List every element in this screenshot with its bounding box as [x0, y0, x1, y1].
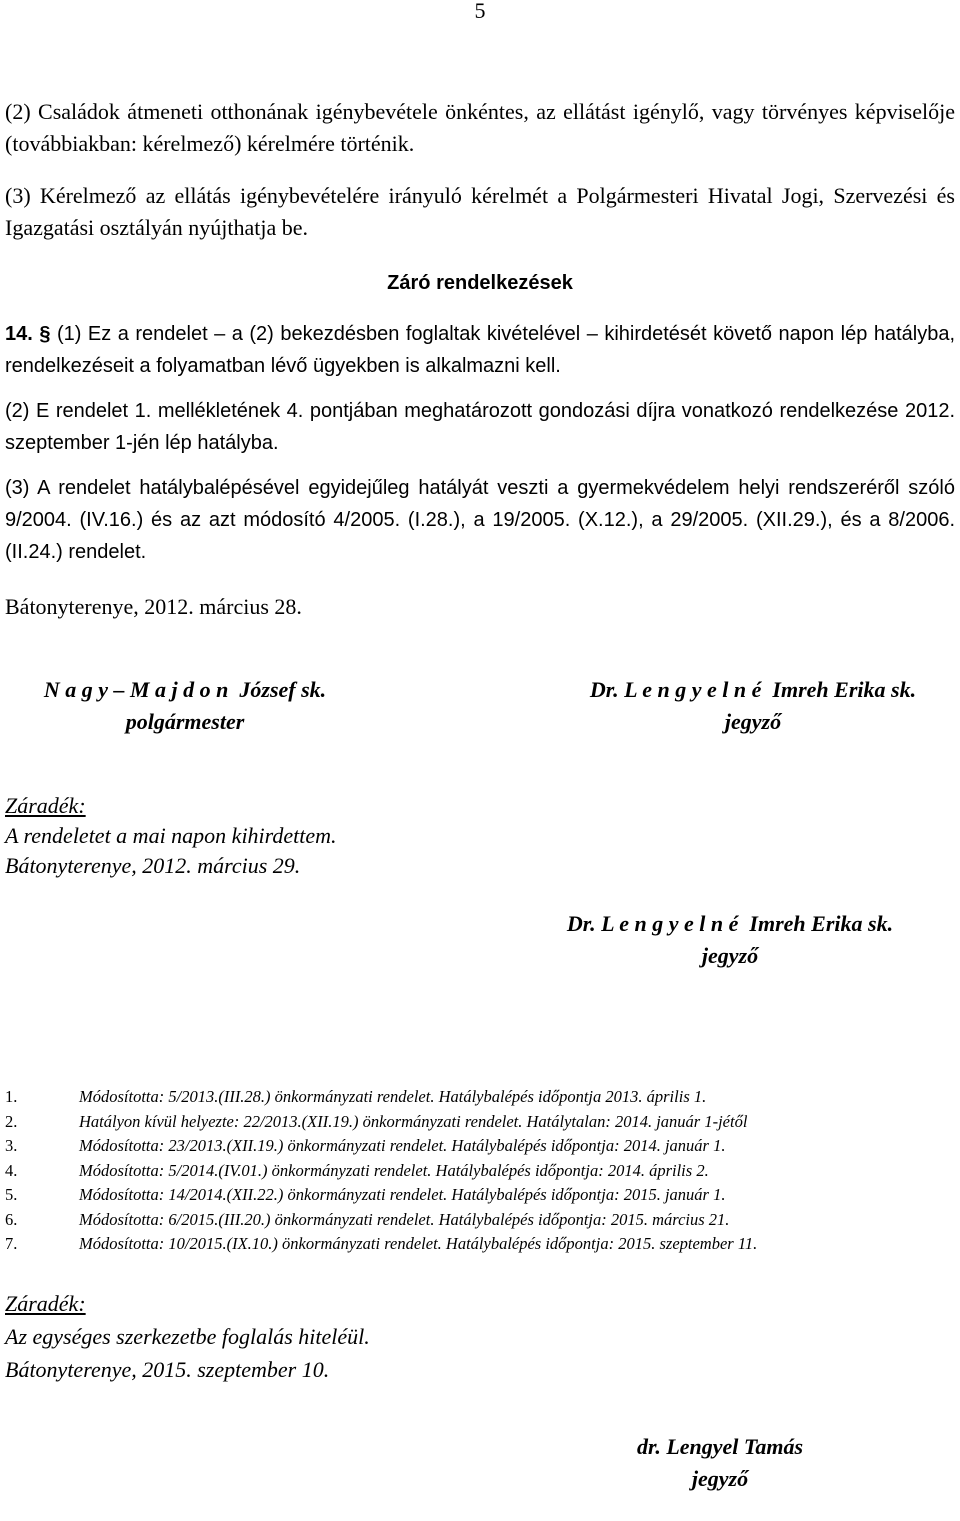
list-item-text: Módosította: 14/2014.(XII.22.) önkormányzati rendelet. Hatálybalépés időpontja: 2015. január 1.: [79, 1185, 726, 1204]
list-item: [5, 1159, 955, 1184]
list-item-number: 7.: [5, 1234, 18, 1253]
clause-2: [5, 1287, 955, 1386]
signature-mayor-title: polgármester: [125, 709, 245, 734]
section-number: 14.: [5, 323, 33, 345]
list-item-text: Módosította: 10/2015.(IX.10.) önkormányzati rendelet. Hatálybalépés időpontja: 2015. szeptember 11.: [79, 1234, 758, 1253]
clause-2-line-1: Az egységes szerkezetbe foglalás hiteléül.: [5, 1324, 370, 1349]
place-date: Bátonyterenye, 2012. március 28.: [5, 594, 302, 619]
clause-2-label: Záradék:: [5, 1291, 86, 1316]
section-14-paragraph-2: (2) E rendelet 1. mellékletének 4. pontjában meghatározott gondozási díjra vonatkozó rendelkezése 2012. szeptember 1-jén lép hatályba.: [5, 400, 955, 454]
section-heading: Záró rendelkezések: [387, 272, 573, 294]
page-number: 5: [474, 0, 486, 23]
clause-2-signature: [570, 1431, 870, 1495]
list-item-number: 1.: [5, 1087, 18, 1106]
signature-notary: [543, 674, 960, 738]
list-item-number: 6.: [5, 1209, 18, 1229]
clause-1-signature-name: Dr. L e n g y e l n é Imreh Erika sk.: [566, 911, 894, 936]
clause-1-label: Záradék:: [5, 793, 86, 818]
paragraph-2: (2) Családok átmeneti otthonának igénybevétele önkéntes, az ellátást igénylő, vagy törvényes képviselője (továbbiakban: kérelmező) kérelmére történik.: [5, 99, 955, 156]
list-item-number: 4.: [5, 1160, 18, 1180]
section-14-text-1: (1) Ez a rendelet – a (2) bekezdésben foglaltak kivételével – kihirdetését követő napon lép hatályba, rendelkezéseit a folyamatban lévő ügyekben is alkalmazni kell.: [5, 323, 956, 377]
list-item-number: 5.: [5, 1185, 18, 1204]
list-item-text: Módosította: 6/2015.(III.20.) önkormányzati rendelet. Hatálybalépés időpontja: 2015. március 21.: [79, 1209, 730, 1229]
modification-list: [5, 1085, 955, 1257]
signature-mayor: [5, 674, 365, 738]
section-14-paragraph-3: (3) A rendelet hatálybalépésével egyidejűleg hatályát veszti a gyermekvédelem helyi rendszeréről szóló 9/2004. (IV.16.) és az azt módosító 4/2005. (I.28.), a 19/2005. (X.12.), a 29/2005. (XII.29.), és a 8/2006.(II.24.) rendelet.: [5, 477, 955, 563]
list-item: [5, 1183, 955, 1208]
clause-1-signature: [520, 908, 940, 972]
clause-1: [5, 791, 955, 881]
paragraph-3: (3) Kérelmező az ellátás igénybevételére irányuló kérelmét a Polgármesteri Hivatal Jogi, Szervezési és Igazgatási osztályán nyújthatja be.: [5, 183, 955, 240]
signature-mayor-name: N a g y – M a j d o n József sk.: [43, 677, 327, 702]
list-item: [5, 1085, 955, 1110]
list-item: [5, 1134, 955, 1159]
list-item-number: 3.: [5, 1136, 18, 1155]
list-item-number: 2.: [5, 1111, 18, 1131]
list-item-text: Módosította: 23/2013.(XII.19.) önkormányzati rendelet. Hatálybalépés időpontja: 2014. január 1.: [79, 1136, 726, 1155]
list-item: [5, 1110, 955, 1135]
section-14-paragraph-1: [5, 318, 955, 382]
list-item: [5, 1232, 955, 1257]
signature-notary-title: jegyző: [724, 709, 782, 734]
list-item-text: Módosította: 5/2013.(III.28.) önkormányzati rendelet. Hatálybalépés időpontja 2013. április 1.: [79, 1087, 707, 1106]
clause-1-line-1: A rendeletet a mai napon kihirdettem.: [5, 823, 337, 848]
list-item-text: Módosította: 5/2014.(IV.01.) önkormányzati rendelet. Hatálybalépés időpontja: 2014. április 2.: [79, 1160, 709, 1180]
clause-2-signature-name: dr. Lengyel Tamás: [636, 1434, 804, 1459]
clause-2-signature-title: jegyző: [691, 1466, 749, 1491]
list-item: [5, 1208, 955, 1233]
clause-1-line-2: Bátonyterenye, 2012. március 29.: [5, 853, 301, 878]
clause-2-line-2: Bátonyterenye, 2015. szeptember 10.: [5, 1357, 330, 1382]
signature-notary-name: Dr. L e n g y e l n é Imreh Erika sk.: [589, 677, 917, 702]
section-sign: §: [39, 323, 51, 345]
clause-1-signature-title: jegyző: [701, 943, 759, 968]
list-item-text: Hatályon kívül helyezte: 22/2013.(XII.19.) önkormányzati rendelet. Hatálytalan: 2014. január 1-jétől: [79, 1111, 748, 1131]
